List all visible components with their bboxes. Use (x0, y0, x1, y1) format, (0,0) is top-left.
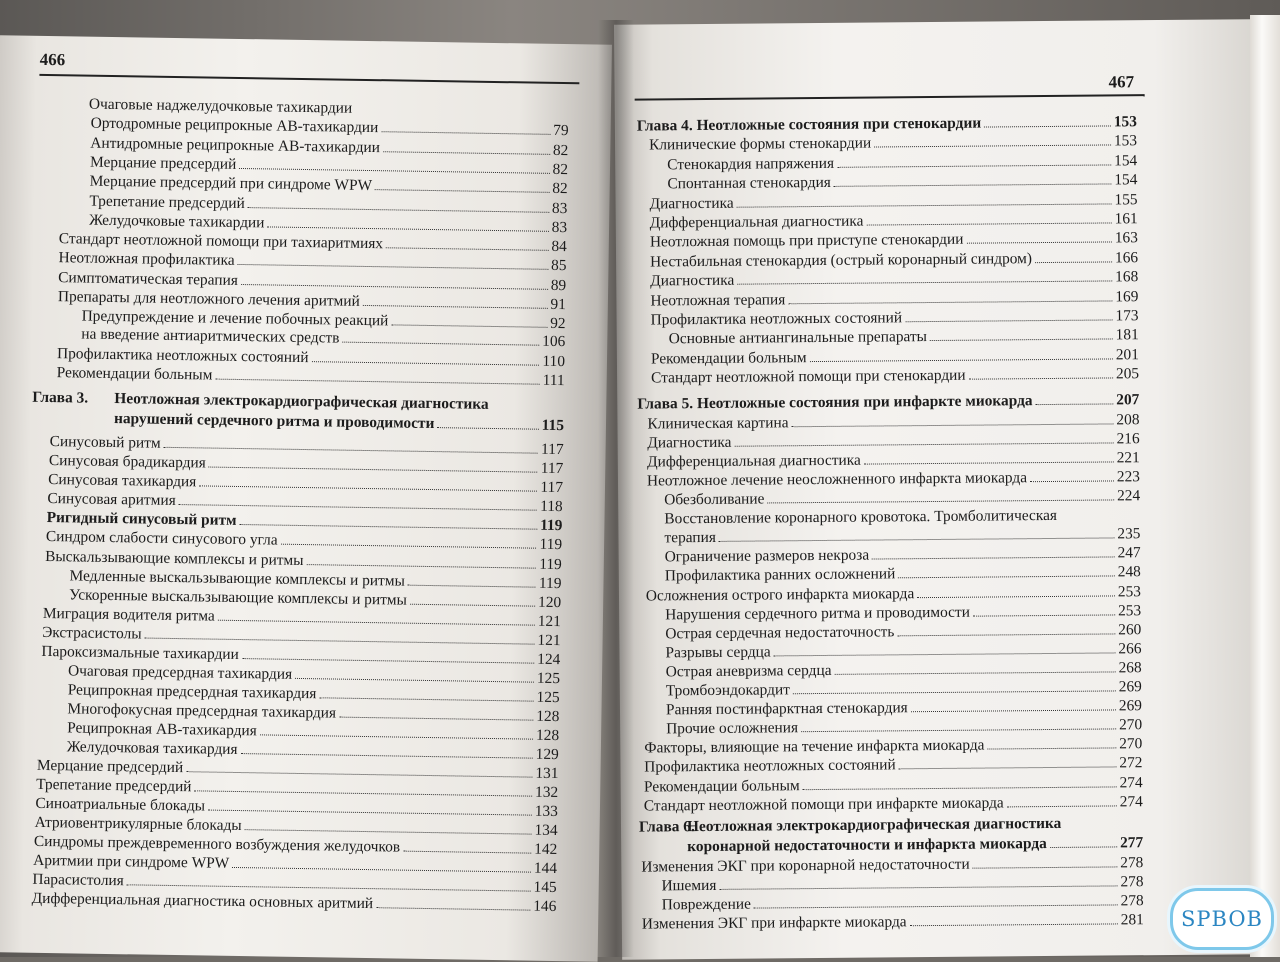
toc-leader-dots (987, 736, 1116, 750)
chapter-title-line2 (687, 833, 1143, 856)
toc-entry-page: 118 (540, 498, 563, 516)
toc-entry-title: Рекомендации больным (650, 348, 807, 368)
toc-entry-title: Острая сердечная недостаточность (665, 623, 895, 643)
toc-leader-dots (339, 704, 533, 720)
toc-entry-title: Рекомендации больным (643, 776, 800, 796)
toc-entry-page: 128 (535, 726, 560, 744)
toc-entry-page: 216 (1116, 429, 1140, 448)
toc-entry-page: 155 (1114, 190, 1138, 209)
toc-entry-title: Желудочковые тахикардии (89, 211, 265, 232)
toc-leader-dots (767, 487, 1114, 503)
chapter-page: 115 (541, 416, 565, 435)
toc-leader-dots (242, 646, 535, 664)
toc-leader-dots (408, 572, 536, 587)
toc-entry-title: Глава 4. Неотложные состояния при стенокардии (636, 114, 982, 135)
toc-entry-title: Симптоматическая терапия (58, 268, 239, 289)
toc-leader-dots (232, 855, 531, 873)
toc-leader-dots (437, 415, 539, 430)
toc-entry-page: 84 (551, 237, 567, 256)
toc-entry-title: Аритмии при синдроме WPW (33, 852, 230, 873)
toc-leader-dots (834, 659, 1115, 674)
toc-entry-title: Ранняя постинфарктная стенокардия (665, 699, 908, 719)
toc-entry-title: Клинические формы стенокардии (648, 134, 872, 154)
toc-entry-title: Ортодромные реципрокные АВ-тахикардии (90, 114, 379, 137)
toc-leader-dots (788, 288, 1112, 304)
toc-entry-page: 117 (540, 440, 564, 459)
toc-leader-dots (267, 214, 548, 231)
toc-leader-dots (186, 759, 532, 777)
toc-entry-title: Факторы, влияющие на течение инфаркта миокарда (644, 736, 985, 757)
toc-entry-title: Мерцание предсердий при синдроме WPW (89, 172, 373, 195)
toc-leader-dots (391, 313, 547, 328)
toc-entry-title: Изменения ЭКГ при коронарной недостаточности (641, 855, 970, 876)
toc-entry-page: 121 (537, 631, 561, 649)
toc-entry-page: 79 (553, 122, 569, 140)
toc-leader-dots (319, 685, 533, 701)
toc-entry-title: Миграция водителя ритма (42, 604, 215, 625)
toc-leader-dots (245, 817, 532, 835)
toc-entry-page: 111 (542, 371, 565, 389)
toc-entry-title: Синдромы преждевременного возбуждения желудочков (33, 833, 401, 856)
book-gutter-shadow (598, 20, 634, 957)
toc-leader-dots (386, 235, 549, 251)
toc-entry-title: Диагностика (647, 433, 732, 452)
toc-leader-dots (240, 512, 538, 530)
toc-entry-title: Рекомендации больным (56, 364, 213, 384)
toc-entry-title: Синусовая аритмия (47, 490, 176, 510)
toc-entry-page: 235 (1117, 525, 1141, 543)
toc-entry-title: Профилактика неотложных состояний (650, 309, 903, 329)
toc-leader-dots (793, 678, 1116, 694)
toc-entry-page: 201 (1115, 346, 1139, 364)
toc-leader-dots (930, 327, 1113, 342)
toc-leader-dots (241, 272, 548, 290)
chapter-line2-text: нарушений сердечного ритма и проводимости (113, 410, 435, 433)
toc-leader-dots (737, 269, 1112, 285)
toc-entry-title: Нестабильная стенокардия (острый коронарный синдром) (650, 249, 1033, 271)
toc-entry-page: 221 (1116, 449, 1140, 467)
toc-entry-page: 248 (1117, 563, 1141, 581)
toc-leader-dots (966, 230, 1111, 244)
toc-entry-page: 117 (540, 459, 564, 478)
toc-entry-page: 269 (1118, 678, 1142, 696)
toc-entry-page: 181 (1115, 326, 1139, 344)
toc-entry-page: 91 (550, 295, 567, 314)
toc-entry-page: 278 (1120, 872, 1144, 891)
toc-leader-dots (1035, 391, 1113, 405)
toc-leader-dots (774, 640, 1116, 656)
toc-leader-dots (342, 330, 539, 346)
toc-leader-dots (194, 778, 532, 796)
toc-entry-page: 125 (536, 669, 561, 687)
left-page (0, 35, 612, 961)
toc-entry-page: 270 (1119, 735, 1143, 753)
toc-entry-title: Пароксизмальные тахикардии (41, 642, 239, 663)
toc-entry-page: 153 (1113, 132, 1138, 150)
toc-entry-page: 144 (533, 859, 558, 878)
toc-leader-dots (734, 430, 1113, 446)
toc-leader-dots (281, 532, 537, 549)
toc-entry-page: 131 (535, 764, 559, 783)
toc-entry-page: 274 (1119, 792, 1143, 810)
toc-entry-title: Ограничение размеров некроза (664, 546, 870, 566)
toc-entry-page: 132 (534, 783, 559, 802)
toc-entry-page: 253 (1117, 582, 1142, 600)
toc-entry-title: Дифференциальная диагностика основных аритмий (31, 890, 374, 913)
toc-leader-dots (208, 798, 532, 816)
toc-leader-dots (403, 839, 531, 854)
toc-entry-title: Мерцание предсердий (36, 756, 184, 777)
toc-entry-page: 133 (534, 802, 559, 821)
toc-entry-title: Прочие осложнения (666, 719, 799, 738)
toc-entry-title: Профилактика неотложных состояний (56, 344, 309, 366)
toc-entry-title: Предупреждение и лечение побочных реакций (81, 307, 389, 330)
toc-leader-dots (917, 583, 1115, 598)
toc-entry-page: 119 (538, 574, 562, 592)
toc-entry-title: Мерцание предсердий (89, 153, 237, 173)
toc-entry-page: 163 (1114, 229, 1138, 247)
toc-entry-title: Диагностика (649, 194, 734, 213)
toc-entry-page: 269 (1118, 697, 1143, 715)
toc-entry-title: Синусовая брадикардия (48, 452, 206, 472)
toc-entry-page: 173 (1115, 307, 1139, 325)
left-header-rule (39, 74, 579, 84)
toc-leader-dots (874, 133, 1111, 148)
toc-leader-dots (215, 367, 540, 385)
toc-leader-dots (1035, 249, 1112, 263)
toc-entry-page: 82 (552, 160, 569, 179)
toc-leader-dots (973, 854, 1118, 868)
toc-entry-page: 274 (1119, 773, 1143, 791)
toc-entry-page: 260 (1118, 620, 1142, 639)
toc-entry-page: 153 (1113, 113, 1137, 131)
toc-entry-page: 129 (535, 745, 559, 764)
toc-entry-title: Синусовый ритм (49, 433, 161, 452)
toc-entry-title: Дифференциальная диагностика (647, 451, 861, 471)
toc-entry-title: Медленные выскальзывающие комплексы и ритмы (69, 566, 406, 590)
toc-entry-title: Неотложная помощь при приступе стенокардии (649, 231, 964, 251)
toc-entry-title: Неотложная профилактика (58, 249, 235, 270)
toc-entry-title: Стандарт неотложной помощи при тахиаритмиях (58, 230, 384, 253)
chapter-title-line1: Неотложная электрокардиографическая диагностика (114, 390, 489, 414)
toc-leader-dots (801, 717, 1116, 733)
toc-leader-dots (1030, 468, 1114, 482)
toc-entry-page: 145 (533, 879, 557, 897)
toc-entry-title: Ускоренные выскальзывающие комплексы и ритмы (69, 585, 408, 609)
toc-leader-dots (911, 698, 1116, 713)
toc-entry-page: 83 (551, 199, 568, 217)
toc-entry-page: 128 (536, 707, 560, 725)
toc-entry-title: Глава 5. Неотложные состояния при инфаркте миокарда (637, 391, 1033, 413)
toc-entry-title: на введение антиаритмических средств (81, 325, 340, 347)
toc-leader-dots (719, 873, 1117, 889)
toc-entry-title: Восстановление коронарного кровотока. Тромболитическая (664, 507, 1058, 528)
toc-leader-dots (383, 139, 550, 155)
toc-entry-page: 281 (1120, 910, 1144, 929)
toc-leader-dots (239, 156, 550, 174)
toc-leader-dots (410, 591, 535, 606)
toc-entry-title: Реципрокная АВ-тахикардия (67, 719, 257, 740)
toc-entry-page: 146 (533, 898, 557, 916)
toc-leader-dots (837, 152, 1111, 167)
toc-leader-dots (973, 602, 1115, 616)
toc-entry (642, 910, 1144, 933)
toc-entry-title: Профилактика ранних осложнений (664, 565, 896, 585)
toc-entry-title: Изменения ЭКГ при инфаркте миокарда (641, 912, 907, 933)
right-header-rule (635, 94, 1145, 100)
toc-entry-title: Нарушения сердечного ритма и проводимости (665, 603, 970, 623)
toc-leader-dots (238, 252, 549, 270)
toc-entry-title: Спонтанная стенокардия (667, 174, 831, 193)
toc-entry-title: Ригидный синусовый ритм (46, 509, 237, 530)
toc-leader-dots (905, 307, 1113, 322)
toc-entry-title: Антидромные реципрокные АВ-тахикардии (90, 134, 381, 156)
toc-entry-title: Выскальзывающие комплексы и ритмы (45, 547, 304, 569)
toc-leader-dots (910, 911, 1118, 926)
toc-leader-dots (803, 774, 1117, 790)
toc-entry-title: Неотложное лечение неосложненного инфаркта миокарда (646, 469, 1028, 490)
toc-leader-dots (209, 455, 538, 473)
toc-entry-title: Повреждение (661, 895, 751, 914)
watermark-text: SPBOB (1181, 907, 1263, 931)
toc-leader-dots (164, 435, 539, 454)
toc-leader-dots (1050, 834, 1117, 848)
toc-entry-title: Экстрасистолы (42, 623, 142, 643)
toc-entry-page: 134 (534, 821, 558, 840)
toc-entry-title: Осложнения острого инфаркта миокарда (645, 584, 915, 605)
toc-entry-page: 142 (534, 840, 558, 859)
toc-entry-title: Стандарт неотложной помощи при инфаркте миокарда (643, 793, 1004, 815)
toc-leader-dots (295, 666, 534, 683)
toc-entry-title: Препараты для неотложного лечения аритмий (57, 288, 360, 310)
toc-entry-page: 224 (1116, 487, 1141, 505)
chapter-title-line1: Неотложная электрокардиографическая диагностика (686, 814, 1062, 835)
chapter-page: 277 (1120, 833, 1144, 852)
toc-leader-dots (872, 545, 1115, 560)
toc-entry-title: Желудочковая тахикардия (66, 738, 238, 759)
toc-entry-title: Очаговая предсердная тахикардия (67, 662, 293, 683)
toc-entry-title: Основные антиангинальные препараты (668, 328, 928, 348)
toc-entry-page: 247 (1117, 544, 1141, 562)
toc-entry-title: Ишемия (661, 876, 717, 895)
toc-entry-page: 119 (539, 536, 563, 554)
toc-entry-page: 117 (540, 479, 564, 497)
toc-entry-title: Парасистолия (32, 871, 124, 890)
toc-entry-page: 120 (537, 593, 562, 611)
toc-leader-dots (307, 552, 537, 569)
toc-entry-page: 268 (1118, 659, 1142, 677)
toc-entry-title: Тромбоэндокардит (665, 681, 791, 700)
toc-entry-title: Многофокусная предсердная тахикардия (67, 700, 337, 722)
toc-entry-page: 253 (1117, 601, 1142, 619)
chapter-label: Глава 6. (638, 817, 695, 836)
toc-leader-dots (984, 113, 1111, 127)
toc-entry-page: 266 (1118, 639, 1142, 658)
toc-entry-title: Очаговые наджелудочковые тахикардии (88, 95, 353, 117)
toc-leader-dots (897, 621, 1115, 636)
toc-entry-page: 270 (1118, 716, 1143, 734)
toc-entry-page: 169 (1115, 287, 1139, 306)
toc-entry-page: 205 (1115, 365, 1140, 383)
toc-entry-page: 168 (1115, 268, 1139, 286)
toc-entry-page: 166 (1114, 249, 1139, 267)
toc-leader-dots (898, 564, 1115, 579)
right-page-number: 467 (1108, 72, 1135, 92)
chapter-line2-text: коронарной недостаточности и инфаркта миокарда (687, 834, 1047, 855)
toc-leader-dots (375, 177, 549, 193)
toc-leader-dots (810, 346, 1113, 362)
toc-entry-title: Диагностика (650, 271, 735, 290)
toc-entry-page: 124 (537, 650, 561, 668)
toc-entry (644, 792, 1143, 815)
toc-leader-dots (866, 210, 1111, 225)
toc-leader-dots (834, 172, 1112, 187)
toc-entry-page: 119 (539, 555, 562, 573)
toc-leader-dots (969, 366, 1113, 380)
toc-leader-dots (864, 449, 1114, 464)
toc-leader-dots (899, 755, 1117, 770)
toc-entry-title: Разрывы сердца (665, 643, 771, 662)
spbob-watermark-logo (1170, 888, 1274, 950)
toc-leader-dots (199, 474, 537, 492)
toc-leader-dots (240, 741, 532, 759)
toc-entry-page: 154 (1114, 171, 1138, 189)
toc-entry-page: 208 (1116, 410, 1140, 428)
right-page (614, 19, 1258, 960)
toc-entry-title: Атриовентрикулярные блокады (34, 814, 242, 835)
toc-entry-page: 278 (1120, 891, 1144, 910)
toc-entry-page: 207 (1116, 390, 1140, 409)
toc-leader-dots (754, 892, 1118, 908)
toc-entry-page: 82 (552, 141, 569, 159)
toc-entry-page: 85 (550, 257, 567, 275)
toc-entry-page: 223 (1116, 468, 1141, 486)
toc-entry-title: Стенокардия напряжения (667, 154, 835, 174)
toc-entry-page: 82 (552, 180, 568, 198)
toc-entry-page: 121 (537, 612, 562, 630)
toc-leader-dots (363, 293, 548, 309)
toc-entry-page: 89 (550, 276, 567, 294)
toc-entry-title: Клиническая картина (647, 413, 789, 433)
toc-leader-dots (1007, 793, 1117, 807)
toc-entry-title: Профилактика неотложных состояний (644, 756, 896, 776)
toc-entry-page: 278 (1120, 853, 1144, 872)
chapter-label: Глава 3. (32, 388, 89, 407)
toc-entry-page: 119 (540, 517, 563, 535)
toc-entry-title: Обезболивание (664, 490, 765, 509)
toc-entry-page: 154 (1114, 152, 1138, 170)
toc-entry-title: Синусовая тахикардия (48, 471, 197, 491)
toc-entry-title: Острая аневризма сердца (665, 661, 832, 681)
toc-entry-title: Дифференциальная диагностика (649, 212, 864, 232)
toc-entry-title: терапия (664, 529, 717, 547)
toc-leader-dots (791, 411, 1113, 427)
toc-entry-title: Стандарт неотложной помощи при стенокардии (651, 366, 966, 387)
toc-leader-dots (737, 191, 1112, 207)
toc-entry-page: 272 (1119, 754, 1143, 772)
toc-leader-dots (260, 722, 533, 739)
left-page-number: 466 (39, 49, 66, 70)
toc-leader-dots (381, 119, 550, 135)
toc-entry-title: Синоатриальные блокады (35, 794, 206, 815)
toc-entry-page: 161 (1114, 210, 1138, 228)
toc-entry-title: Трепетание предсердий (89, 192, 245, 212)
toc-entry-page: 125 (536, 688, 560, 706)
toc-entry-title: Неотложная терапия (650, 290, 786, 310)
toc-entry (651, 364, 1139, 387)
toc-entry-page: 92 (550, 315, 566, 333)
toc-leader-dots (218, 607, 535, 625)
toc-entry-page: 106 (542, 333, 566, 351)
book-page-edge (1250, 15, 1280, 957)
toc-entry-page: 110 (542, 352, 566, 370)
toc-entry-title: Трепетание предсердий (36, 775, 192, 796)
toc-leader-dots (719, 526, 1115, 542)
toc-leader-dots (311, 349, 539, 366)
toc-leader-dots (248, 195, 549, 213)
toc-entry-title: Синдром слабости синусового угла (45, 528, 278, 550)
toc-entry-title: Реципрокная предсердная тахикардия (67, 681, 317, 703)
toc-entry-page: 83 (551, 218, 568, 236)
toc-leader-dots (376, 896, 530, 911)
